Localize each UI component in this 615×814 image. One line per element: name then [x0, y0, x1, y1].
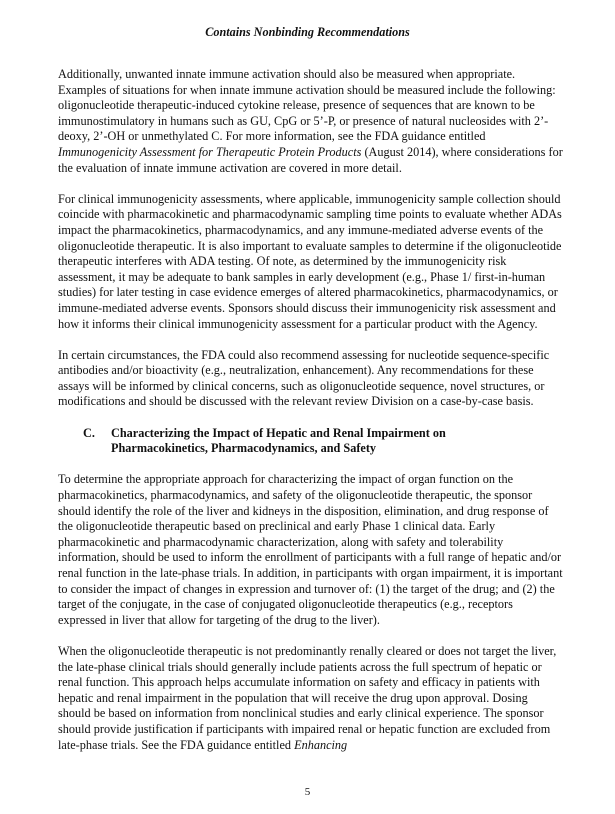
paragraph-innate-immune-activation — [58, 67, 563, 176]
section-title-line-1: Characterizing the Impact of Hepatic and Renal Impairment on — [111, 425, 446, 440]
guidance-title-italic: Enhancing — [294, 737, 348, 752]
paragraph-sequence-specific-antibodies: In certain circumstances, the FDA could also recommend assessing for nucleotide sequence-specific antibodies and/or bioactivity (e.g., neutralization, enhancement). Any recommendations for these assays will be informed by clinical concerns, such as oligonucleotide sequence, novel structures, or modifications and should be discussed with the relevant review Division on a case-by-case basis. — [58, 347, 550, 409]
section-title-line-2: Pharmacokinetics, Pharmacodynamics, and Safety — [111, 441, 377, 456]
page-number: 5 — [304, 786, 311, 798]
paragraph-organ-function-approach: To determine the appropriate approach for characterizing the impact of organ function on the pharmacokinetics, pharmacodynamics, and safety of the oligonucleotide therapeutic, the sponsor should identify the role of the liver and kidneys in the disposition, elimination, and drug response of the oligonucleotide therapeutic based on preclinical and early Phase 1 clinical data. Early pharmacokinetic and pharmacodynamic characterization, along with safety and tolerability information, should be used to inform the enrollment of participants with a full range of hepatic and/or renal function in the late-phase trials. In addition, in participants with organ impairment, it is important to consider the impact of changes in expression and turnover of: (1) the target of the drug; and (2) the target of the conjugate, in the case of conjugated oligonucleotide therapeutics (e.g., receptors expressed in liver that allow for targeting of the drug to the liver). — [58, 472, 563, 627]
guidance-title-italic: Immunogenicity Assessment for Therapeutic Protein Products — [58, 144, 362, 159]
paragraph-late-phase-trials — [58, 644, 563, 753]
paragraph-text: Additionally, unwanted innate immune activation should also be measured when appropriate. Examples of situations for when innate immune activation should be measured include the following: oligonucleotide therapeutic-induced cytokine release, presence of sequences that are known to be immunostimulatory in humans such as GU, CpG or 5’-P, or presence of natural nucleosides with 2’-deoxy, 2’-OH or unmethylated C. For more information, see the FDA guidance entitled — [58, 67, 556, 144]
section-heading-c — [58, 426, 563, 457]
paragraph-text: (August 2014), where considerations for the evaluation of innate immune activation are covered in more detail. — [58, 144, 563, 175]
paragraph-text: When the oligonucleotide therapeutic is not predominantly renally cleared or does not target the liver, the late-phase clinical trials should generally include patients across the full spectrum of hepatic or renal function. This approach helps accumulate information on safety and efficacy in patients with hepatic and renal impairment in the population that will receive the drug upon approval. Dosing should be based on information from nonclinical studies and early clinical experience. The sponsor should provide justification if participants with impaired renal or hepatic function are excluded from late-phase trials. See the FDA guidance entitled — [58, 643, 557, 752]
running-header: Contains Nonbinding Recommendations — [205, 25, 410, 39]
page-body — [58, 67, 563, 753]
paragraph-clinical-immunogenicity: For clinical immunogenicity assessments, where applicable, immunogenicity sample collection should coincide with pharmacokinetic and pharmacodynamic sampling time points to evaluate whether ADAs impact the pharmacokinetics, pharmacodynamics, and any immune-mediated adverse events of the oligonucleotide therapeutic. It is also important to evaluate samples to determine if the oligonucleotide therapeutic interferes with ADA testing. Of note, as determined by the immunogenicity risk assessment, it may be adequate to bank samples in early development (e.g., Phase 1/ first-in-human studies) for later testing in case evidence emerges of altered pharmacokinetics, pharmacodynamics, or immune-mediated adverse events. Sponsors should discuss their immunogenicity risk assessment and how it informs their clinical immunogenicity assessment for a particular product with the Agency. — [58, 191, 562, 331]
section-title — [106, 426, 563, 457]
section-letter: C. — [83, 425, 95, 440]
